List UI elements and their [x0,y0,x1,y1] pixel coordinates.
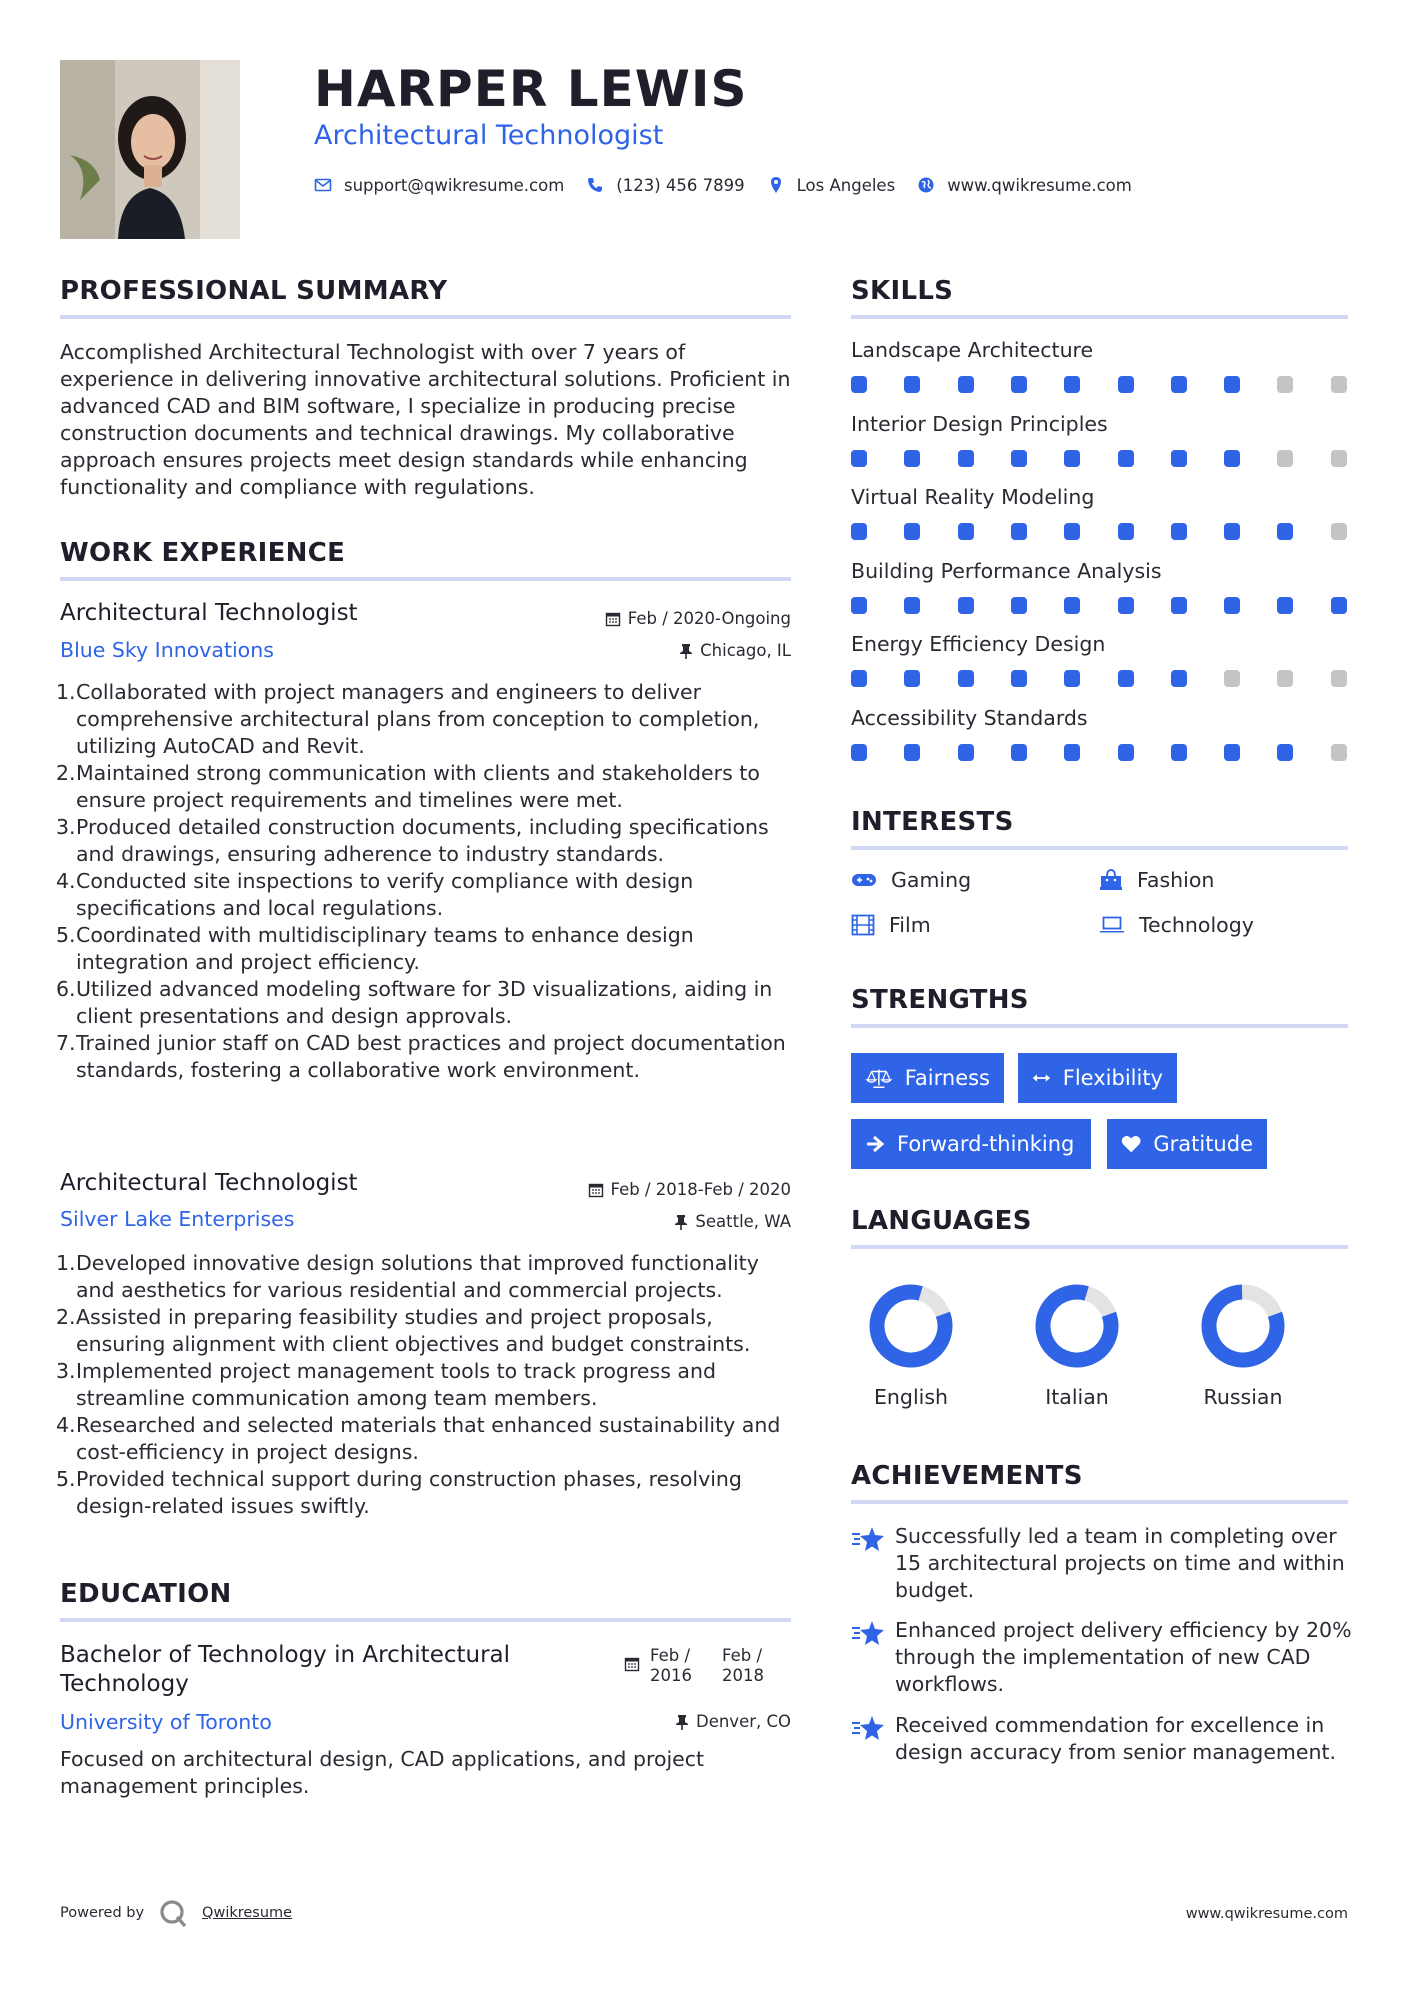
contact-website[interactable]: www.qwikresume.com [947,175,1132,195]
skill-dot [958,670,974,687]
skill-dot [904,376,920,393]
skill-dot [851,597,867,614]
skill-dot [1331,744,1347,761]
interest-item [1099,868,1214,892]
duty-item: Maintained strong communication with clients and stakeholders to ensure project requirements and timelines were met. [76,761,760,812]
powered-by-label: Powered by [60,1905,145,1921]
skill-dot [1277,376,1293,393]
skill-dot [1224,523,1240,540]
skill-dot [1277,744,1293,761]
skill-dot [1064,376,1080,393]
language-name: Russian [1203,1385,1283,1409]
skill-dot [958,597,974,614]
achievement-text: Received commendation for excellence in design accuracy from senior management. [895,1713,1337,1764]
strength-label: Gratitude [1153,1132,1253,1156]
envelope-icon [314,176,332,194]
pushpin-icon [679,643,693,659]
skill-dot [1118,450,1134,467]
language-item [1012,1283,1142,1409]
language-name: Italian [1045,1385,1109,1409]
summary-divider [60,315,791,319]
job-title: Architectural Technologist [60,1170,358,1196]
skill-dot [1224,450,1240,467]
footer-website[interactable]: www.qwikresume.com [1185,1906,1348,1922]
education-start-month: Feb / [650,1646,691,1665]
education-end-year: 2018 [722,1666,764,1685]
skill-dot [1064,597,1080,614]
interest-label: Gaming [891,868,972,892]
skill-name: Interior Design Principles [851,411,1108,436]
laptop-icon [1099,915,1125,935]
skill-dot [1064,670,1080,687]
job-dates [520,1180,791,1199]
summary-heading: PROFESSIONAL SUMMARY [60,276,448,306]
achievement-text: Enhanced project delivery efficiency by 20% through the implementation of new CAD workflows. [895,1618,1352,1696]
education-end-month: Feb / [722,1646,763,1665]
experience-heading: WORK EXPERIENCE [60,538,346,568]
interest-label: Technology [1139,913,1254,937]
duty-item: Collaborated with project managers and engineers to deliver comprehensive architectural plans from conception to completion, utilizing AutoCAD and Revit. [76,680,760,758]
skill-dot [1224,376,1240,393]
language-name: English [873,1385,949,1409]
strength-label: Flexibility [1062,1066,1163,1090]
job-location-text: Seattle, WA [695,1212,791,1231]
skill-dot [904,670,920,687]
skill-name: Energy Efficiency Design [851,632,1106,656]
skill-dot [851,523,867,540]
strength-label: Fairness [904,1066,990,1090]
map-marker-icon [767,176,785,194]
skill-dot [1331,670,1347,687]
candidate-title: Architectural Technologist [314,120,664,151]
skill-dot [1011,450,1027,467]
skill-dot [1118,597,1134,614]
skill-dot [904,744,920,761]
achievement-item [851,1712,1348,1766]
ring-fill [868,1283,954,1369]
skill-dot [1011,376,1027,393]
skills-heading: SKILLS [851,276,954,306]
skill-dot [1064,450,1080,467]
skill-dot [851,376,867,393]
interest-item [1099,913,1254,937]
achievements-heading: ACHIEVEMENTS [851,1461,1083,1491]
skill-dot [1011,597,1027,614]
degree-title-line2: Technology [60,1671,189,1697]
language-item [846,1283,976,1409]
phone-icon [586,176,604,194]
education-start-year: 2016 [650,1666,692,1685]
contact-location: Los Angeles [796,175,896,195]
skill-dot [1224,744,1240,761]
skill-dot [958,744,974,761]
shooting-star-icon [851,1525,885,1553]
languages-divider [851,1245,1348,1249]
skill-dot [1171,670,1187,687]
pushpin-icon [675,1714,689,1730]
heart-icon [1121,1134,1141,1154]
globe-icon [917,176,935,194]
duty-item: Coordinated with multidisciplinary teams to enhance design integration and project efficiency. [76,923,694,974]
achievement-text: Successfully led a team in completing over 15 architectural projects on time and within budget. [895,1524,1345,1602]
skills-divider [851,315,1348,319]
interest-label: Fashion [1137,868,1215,892]
calendar-icon [605,611,621,627]
calendar-icon [624,1656,640,1672]
skill-dot [904,597,920,614]
duty-item: Conducted site inspections to verify compliance with design specifications and local regulations. [76,869,694,920]
skill-name: Accessibility Standards [851,705,1088,730]
shooting-star-icon [851,1619,885,1647]
arrow-right-icon [865,1135,885,1153]
shopping-bag-icon [1099,869,1123,891]
skill-rating [851,670,1348,688]
job-location [520,1212,791,1231]
skill-dot [1224,670,1240,687]
skill-dot [1224,597,1240,614]
skill-dot [958,523,974,540]
job-company: Silver Lake Enterprises [60,1207,295,1231]
language-proficiency-ring [868,1283,954,1369]
skill-dot [1171,523,1187,540]
interests-divider [851,846,1348,850]
qwikresume-link[interactable]: Qwikresume [202,1905,293,1921]
job-duties-list [58,679,791,1084]
skill-rating [851,744,1348,762]
job-dates-text: Feb / 2018-Feb / 2020 [610,1180,791,1199]
strengths-divider [851,1024,1348,1028]
skill-dot [1171,450,1187,467]
skill-rating [851,597,1348,615]
strength-badge [1107,1119,1267,1169]
skill-dot [1277,523,1293,540]
skill-dot [1331,376,1347,393]
contact-email[interactable]: support@qwikresume.com [344,175,565,195]
skill-dot [1011,744,1027,761]
interest-item [851,868,971,892]
skill-rating [851,523,1348,541]
interest-label: Film [889,913,931,937]
skill-name: Building Performance Analysis [851,558,1162,583]
film-icon [851,914,875,936]
profile-photo [60,60,240,239]
skill-dot [1064,523,1080,540]
skill-dot [1331,450,1347,467]
summary-text: Accomplished Architectural Technologist with over 7 years of experience in delivering innovative architectural solutions. Proficient in advanced CAD and BIM software, I specialize in producing precise construction documents and technical drawings. My collaborative approach ensures projects meet design standards while enhancing functionality and compliance with regulations. [60,340,791,499]
languages-heading: LANGUAGES [851,1206,1032,1236]
skill-dot [1118,376,1134,393]
contact-bar [314,174,1154,196]
contact-phone[interactable]: (123) 456 7899 [616,175,745,195]
job-company: Blue Sky Innovations [60,638,274,662]
interest-item [851,913,931,937]
duty-item: Researched and selected materials that enhanced sustainability and cost-efficiency in project designs. [76,1413,781,1464]
skill-dot [1064,744,1080,761]
calendar-icon [588,1182,604,1198]
skill-dot [1118,670,1134,687]
education-heading: EDUCATION [60,1579,232,1609]
skill-dot [1277,450,1293,467]
school-name: University of Toronto [60,1710,272,1734]
qwikresume-logo-icon [158,1898,188,1928]
skill-dot [1011,670,1027,687]
footer-powered-by [60,1898,292,1928]
duty-item: Provided technical support during construction phases, resolving design-related issues swiftly. [76,1467,742,1518]
education-location [520,1712,791,1731]
job-title: Architectural Technologist [60,600,358,626]
strength-badge [1018,1053,1177,1103]
skill-dot [1011,523,1027,540]
balance-scale-icon [865,1067,893,1089]
strength-badge [851,1119,1091,1169]
duty-item: Developed innovative design solutions that improved functionality and aesthetics for various residential and commercial projects. [76,1251,759,1302]
language-proficiency-ring [1034,1283,1120,1369]
gamepad-icon [851,872,877,888]
pushpin-icon [674,1214,688,1230]
skill-dot [851,744,867,761]
duty-item: Assisted in preparing feasibility studies and project proposals, ensuring alignment with client objectives and budget constraints. [76,1305,751,1356]
skill-dot [1277,670,1293,687]
skill-dot [904,450,920,467]
skill-rating [851,376,1348,394]
arrows-horizontal-icon [1032,1070,1051,1086]
skill-dot [1171,376,1187,393]
skill-dot [958,376,974,393]
skill-dot [1171,597,1187,614]
skill-dot [1331,523,1347,540]
strength-label: Forward-thinking [897,1132,1075,1156]
education-description: Focused on architectural design, CAD applications, and project management principles. [60,1747,705,1798]
duty-item: Utilized advanced modeling software for 3D visualizations, aiding in client presentations and design approvals. [76,977,773,1028]
job-location [520,641,791,660]
skill-dot [1118,523,1134,540]
skill-dot [851,670,867,687]
skill-dot [1171,744,1187,761]
language-proficiency-ring [1200,1283,1286,1369]
job-dates [520,609,791,628]
experience-divider [60,577,791,581]
skill-rating [851,450,1348,468]
skill-name: Landscape Architecture [851,338,1094,362]
skill-name: Virtual Reality Modeling [851,485,1095,509]
duty-item: Trained junior staff on CAD best practices and project documentation standards, fostering a collaborative work environment. [76,1031,786,1082]
education-divider [60,1618,791,1622]
interests-heading: INTERESTS [851,807,1014,837]
skill-dot [904,523,920,540]
skill-dot [1331,597,1347,614]
achievements-divider [851,1500,1348,1504]
ring-fill [1034,1283,1120,1369]
strength-badge [851,1053,1004,1103]
duty-item: Produced detailed construction documents, including specifications and drawings, ensuring adherence to industry standards. [76,815,769,866]
achievement-item [851,1617,1352,1698]
job-dates-text: Feb / 2020-Ongoing [627,609,791,628]
education-location-text: Denver, CO [695,1712,791,1731]
skill-dot [851,450,867,467]
skill-dot [1118,744,1134,761]
strengths-heading: STRENGTHS [851,985,1029,1015]
duty-item: Implemented project management tools to track progress and streamline communication among team members. [76,1359,716,1410]
shooting-star-icon [851,1714,885,1742]
job-location-text: Chicago, IL [700,641,791,660]
education-dates [624,1646,764,1686]
degree-title-line1: Bachelor of Technology in Architectural [60,1642,511,1668]
achievement-item [851,1523,1348,1604]
candidate-name: HARPER LEWIS [314,60,748,118]
skill-dot [1277,597,1293,614]
job-duties-list [58,1250,791,1520]
skill-dot [958,450,974,467]
language-item [1178,1283,1308,1409]
